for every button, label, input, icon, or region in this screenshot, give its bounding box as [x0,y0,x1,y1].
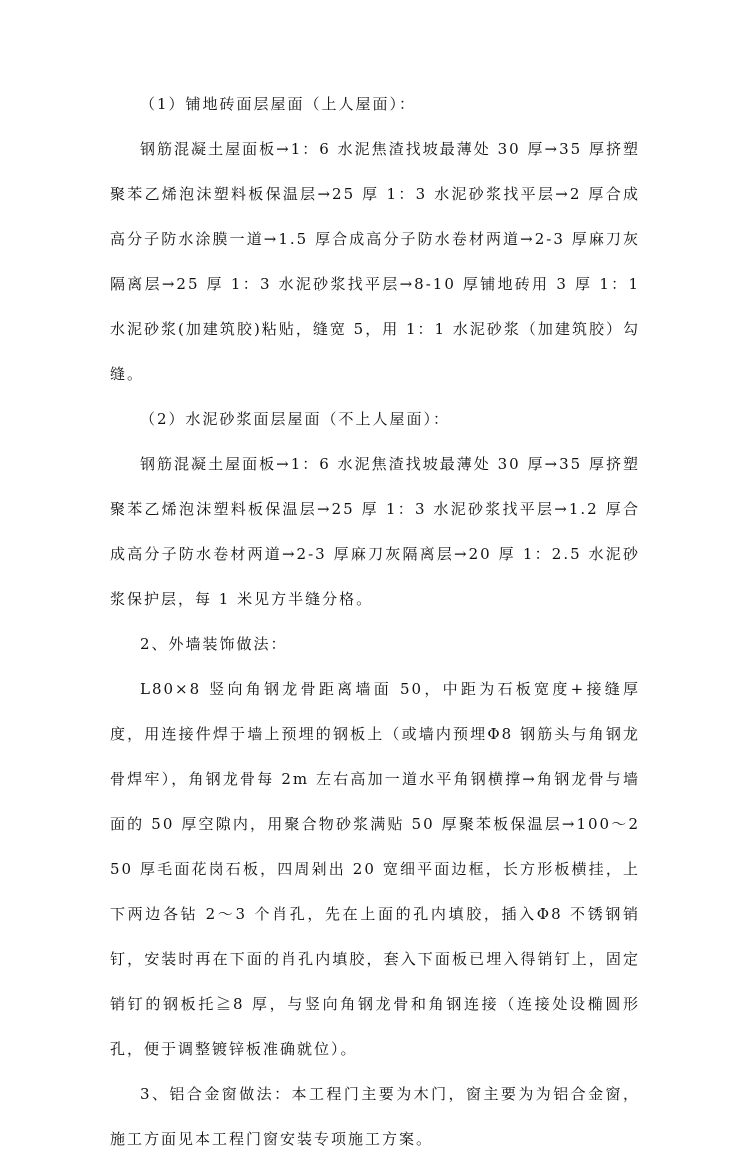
document-body [110,82,640,1162]
roof-type-2-layers: 钢筋混凝土屋面板→1：6 水泥焦渣找坡最薄处 30 厚→35 厚挤塑聚苯乙烯泡沫塑料板保温层→25 厚 1：3 水泥砂浆找平层→1.2 厚合成高分子防水卷材两道→2-3 厚麻刀灰隔离层→20 厚 1：2.5 水泥砂浆保护层，每 1 米见方半缝分格。 [110,455,640,608]
exterior-wall-heading: 2、外墙装饰做法： [140,635,288,653]
roof-type-1-heading: （1）铺地砖面层屋面（上人屋面）： [140,95,417,113]
roof-type-1-layers: 钢筋混凝土屋面板→1：6 水泥焦渣找坡最薄处 30 厚→35 厚挤塑聚苯乙烯泡沫塑料板保温层→25 厚 1：3 水泥砂浆找平层→2 厚合成高分子防水涂膜一道→1.5 厚合成高分子防水卷材两道→2-3 厚麻刀灰隔离层→25 厚 1：3 水泥砂浆找平层→8-10 厚铺地砖用 3 厚 1：1 水泥砂浆(加建筑胶)粘贴，缝宽 5，用 1：1 水泥砂浆（加建筑胶）勾缝。 [110,140,640,383]
aluminum-window-description: 3、铝合金窗做法：本工程门主要为木门，窗主要为为铝合金窗，施工方面见本工程门窗安装专项施工方案。 [110,1085,640,1148]
exterior-wall-description: L80×8 竖向角钢龙骨距离墙面 50，中距为石板宽度+接缝厚度，用连接件焊于墙上预埋的钢板上（或墙内预埋Φ8 钢筋头与角钢龙骨焊牢），角钢龙骨每 2m 左右高加一道水平角钢横撑→角钢龙骨与墙面的 50 厚空隙内，用聚合物砂浆满贴 50 厚聚苯板保温层→100～250 厚毛面花岗石板，四周剁出 20 宽细平面边框，长方形板横挂，上下两边各钻 2～3 个肖孔，先在上面的孔内填胶，插入Φ8 不锈钢销钉，安装时再在下面的肖孔内填胶，套入下面板已埋入得销钉上，固定销钉的钢板托≧8 厚，与竖向角钢龙骨和角钢连接（连接处设椭圆形孔，便于调整镀锌板准确就位）。 [110,680,640,1058]
roof-type-2-heading: （2）水泥砂浆面层屋面（不上人屋面）： [140,410,451,428]
